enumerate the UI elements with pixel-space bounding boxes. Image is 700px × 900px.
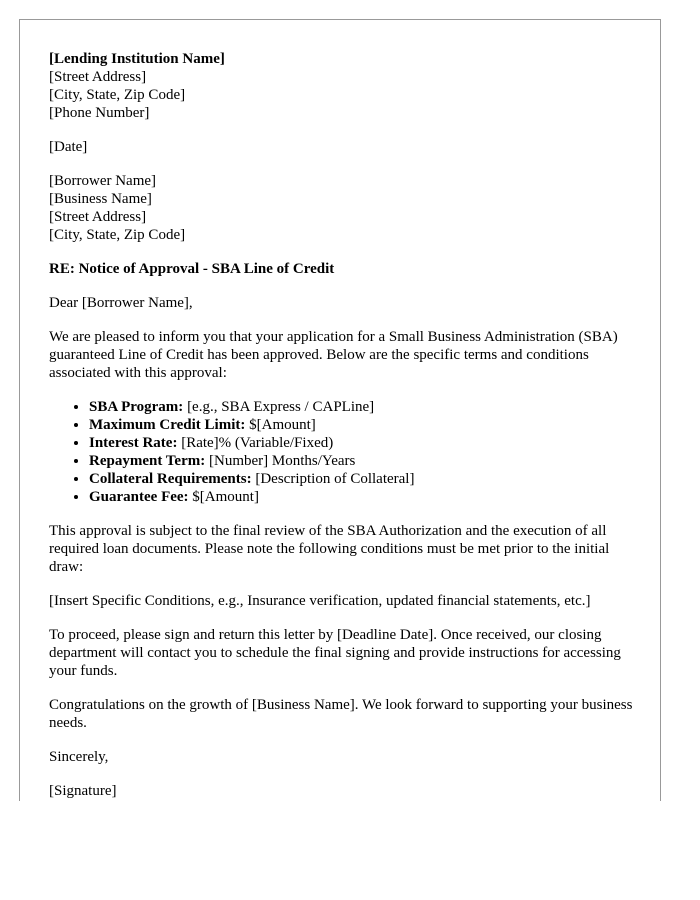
recipient-address-block <box>49 172 639 244</box>
term-value: [Number] Months/Years <box>205 453 356 469</box>
term-label: SBA Program: <box>89 399 184 415</box>
lender-city-state-zip: [City, State, Zip Code] <box>49 87 186 103</box>
term-value: $[Amount] <box>245 417 316 433</box>
term-label: Interest Rate: <box>89 435 178 451</box>
signature: [Signature] <box>49 783 117 799</box>
congratulations-paragraph: Congratulations on the growth of [Business Name]. We look forward to supporting your business needs. <box>49 697 633 731</box>
term-item <box>89 488 639 506</box>
term-value: [Description of Collateral] <box>251 471 415 487</box>
closing: Sincerely, <box>49 749 109 765</box>
term-item <box>89 398 639 416</box>
term-value: [e.g., SBA Express / CAPLine] <box>183 399 375 415</box>
lender-street: [Street Address] <box>49 69 147 85</box>
term-label: Guarantee Fee: <box>89 489 189 505</box>
date-block <box>49 138 639 156</box>
sender-address-block <box>49 50 639 122</box>
intro-paragraph: We are pleased to inform you that your application for a Small Business Administration (SBA) guaranteed Line of Credit has been approved. Below are the specific terms and conditions associated with this approval: <box>49 329 618 381</box>
subject-line: RE: Notice of Approval - SBA Line of Credit <box>49 261 335 277</box>
letter-page <box>19 19 661 801</box>
term-label: Maximum Credit Limit: <box>89 417 246 433</box>
proceed-paragraph: To proceed, please sign and return this letter by [Deadline Date]. Once received, our closing department will contact you to schedule the final signing and provide instructions for accessing your funds. <box>49 627 621 679</box>
salutation: Dear [Borrower Name], <box>49 295 193 311</box>
lender-name: [Lending Institution Name] <box>49 51 225 67</box>
term-item <box>89 416 639 434</box>
letter-date: [Date] <box>49 139 88 155</box>
conditions-placeholder: [Insert Specific Conditions, e.g., Insurance verification, updated financial statements, etc.] <box>49 593 591 609</box>
term-label: Repayment Term: <box>89 453 206 469</box>
term-item <box>89 434 639 452</box>
lender-phone: [Phone Number] <box>49 105 150 121</box>
terms-list <box>49 398 639 506</box>
term-label: Collateral Requirements: <box>89 471 252 487</box>
term-item <box>89 470 639 488</box>
term-item <box>89 452 639 470</box>
letter-body <box>49 50 639 801</box>
conditions-intro-paragraph: This approval is subject to the final review of the SBA Authorization and the execution of all required loan documents. Please note the following conditions must be met prior to the initial draw: <box>49 523 610 575</box>
term-value: [Rate]% (Variable/Fixed) <box>177 435 334 451</box>
term-value: $[Amount] <box>188 489 259 505</box>
recipient-street: [Street Address] <box>49 209 147 225</box>
recipient-city-state-zip: [City, State, Zip Code] <box>49 227 186 243</box>
borrower-name: [Borrower Name] <box>49 173 157 189</box>
business-name: [Business Name] <box>49 191 152 207</box>
